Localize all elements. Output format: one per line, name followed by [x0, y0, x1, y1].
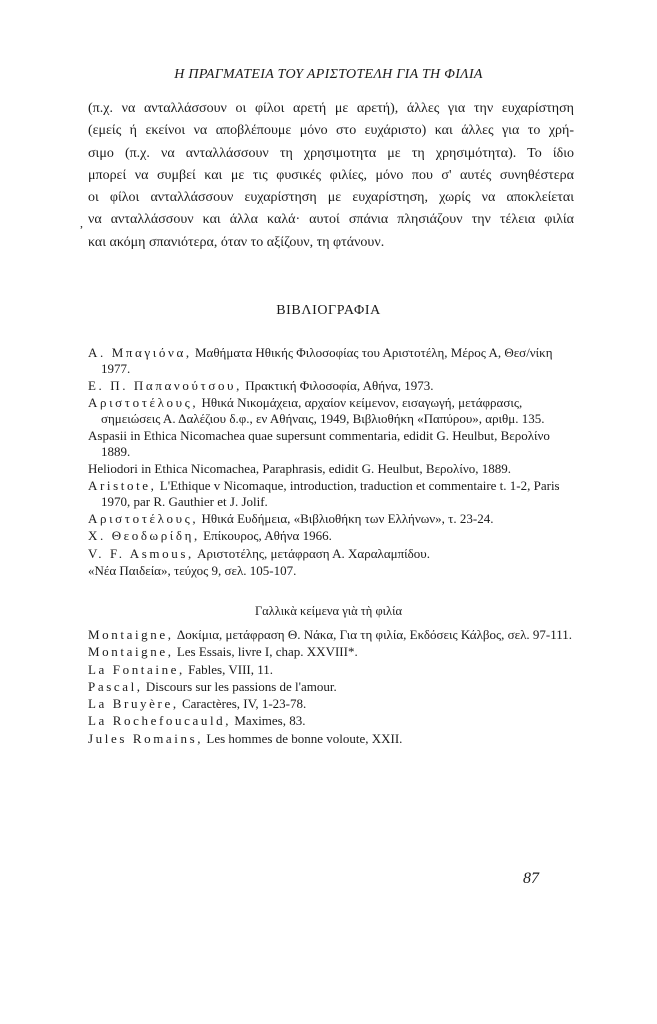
entry-author: Montaigne, — [88, 644, 174, 660]
bibliography-entry — [88, 478, 578, 509]
bibliography-entry — [88, 627, 578, 643]
entry-text: Les Essais, livre I, chap. XXVIII*. — [176, 644, 358, 660]
entry-text: L'Ethique v Nicomaque, introduction, traduction et commentaire t. 1-2, Paris 1970, par R. Gauthier et J. Jolif. — [101, 478, 560, 509]
bibliography-entry — [88, 679, 578, 695]
paragraph-line: μπορεί να συμβεί και με τις φυσικές φιλίες, μόνο που σ' αυτές συνηθέστερα — [88, 167, 574, 183]
entry-text: Caractères, IV, 1-23-78. — [181, 696, 307, 712]
entry-text: Aspasii in Ethica Nicomachea quae supersunt commentaria, edidit G. Heulbut, Βερολίνο 1889. — [88, 428, 550, 459]
entry-text: Πρακτική Φιλοσοφία, Αθήνα, 1973. — [245, 377, 434, 393]
entry-text: Fables, VIII, 11. — [188, 661, 274, 677]
entry-author: Αριστοτέλους, — [88, 395, 199, 411]
entry-author: V. F. Asmous, — [88, 545, 194, 561]
paragraph-line: και ακόμη σπανιότερα, όταν το αξίζουν, τη φτάνουν. — [88, 234, 385, 250]
entry-text: «Νέα Παιδεία», τεύχος 9, σελ. 105-107. — [88, 562, 297, 578]
paragraph-line: οι φίλοι ανταλλάσσουν ευχαρίστηση με ευχαρίστηση, χωρίς να αποκλείεται — [88, 190, 574, 206]
bibliography-entry — [88, 662, 578, 678]
entry-author: Χ. Θεοδωρίδη, — [88, 528, 200, 544]
french-texts-list — [88, 627, 578, 748]
bibliography-entry — [88, 461, 578, 477]
entry-text: Δοκίμια, μετάφραση Θ. Νάκα, Για τη φιλία, Εκδόσεις Κάλβος, σελ. 97-111. — [176, 627, 573, 642]
entry-author: La Rochefoucauld, — [88, 713, 232, 729]
entry-text: Discours sur les passions de l'amour. — [145, 678, 337, 694]
bibliography-entry — [88, 395, 578, 426]
entry-text: Μαθήματα Ηθικής Φιλοσοφίας του Αριστοτέλη, Μέρος Α, Θεσ/νίκη 1977. — [101, 345, 553, 376]
entry-author: Ε. Π. Παπανούτσου, — [88, 377, 242, 393]
bibliography-entry — [88, 528, 578, 544]
bibliography-entry — [88, 563, 578, 579]
paragraph-line: (εμείς ή εκείνοι να αποβλέπουμε μόνο στο ευχάριστο) και άλλες για το χρή- — [88, 123, 574, 139]
paragraph-line: σιμο (π.χ. να ανταλλάσσουν τη χρησιμοτητα με τη χρησιμότητα). Το ίδιο — [88, 145, 574, 161]
bibliography-entry — [88, 428, 578, 459]
entry-text: Ηθικά Ευδήμεια, «Βιβλιοθήκη των Ελλήνων», τ. 23-24. — [201, 511, 494, 527]
entry-text: Αριστοτέλης, μετάφραση Α. Χαραλαμπίδου. — [197, 545, 430, 561]
entry-author: Aristote, — [88, 478, 157, 494]
body-paragraph — [88, 98, 574, 254]
bibliography-entry — [88, 696, 578, 712]
bibliography-entry — [88, 345, 578, 376]
entry-text: Les hommes de bonne voloute, XXII. — [206, 730, 403, 746]
entry-author: Pascal, — [88, 678, 143, 694]
paragraph-line: να ανταλλάσσουν και άλλα καλά· αυτοί σπάνια πλησιάζουν την τέλεια φιλία — [88, 212, 574, 228]
bibliography-title: ΒΙΒΛΙΟΓΡΑΦΙΑ — [276, 303, 381, 318]
bibliography-entry — [88, 731, 578, 747]
entry-text: Maximes, 83. — [234, 713, 306, 729]
entry-author: Jules Romains, — [88, 730, 204, 746]
bibliography-entry — [88, 644, 578, 660]
entry-author: Αριστοτέλους, — [88, 511, 199, 527]
entry-author: Α. Μπαγιόνα, — [88, 345, 192, 360]
bibliography-entry — [88, 378, 578, 394]
french-texts-subheading: Γαλλικὰ κείμενα γιὰ τὴ φιλία — [254, 604, 403, 618]
entry-author: La Fontaine, — [88, 661, 185, 677]
bibliography-entry — [88, 713, 578, 729]
running-head: Η ΠΡΑΓΜΑΤΕΙΑ ΤΟΥ ΑΡΙΣΤΟΤΕΛΗ ΓΙΑ ΤΗ ΦΙΛΙΑ — [174, 67, 483, 82]
bibliography-entry — [88, 546, 578, 562]
entry-text: Ηθικά Νικομάχεια, αρχαίον κείμενον, εισαγωγή, μετάφρασις, σημειώσεις Α. Δαλέζιου δ.φ., εν Αθήναις, 1949, Βιβλιοθήκη «Παπύρου», αριθμ. 135. — [101, 395, 545, 426]
paragraph-line: (π.χ. να ανταλλάσσουν οι φίλοι αρετή με αρετή), άλλες για την ευχαρίστηση — [88, 101, 574, 116]
margin-mark: , — [80, 216, 83, 230]
page-number: 87 — [523, 870, 539, 887]
entry-author: Montaigne, — [88, 627, 174, 642]
bibliography-entry — [88, 511, 578, 527]
bibliography-list — [88, 345, 578, 580]
entry-text: Heliodori in Ethica Nicomachea, Paraphrasis, edidit G. Heulbut, Βερολίνο, 1889. — [88, 460, 511, 476]
entry-text: Επίκουρος, Αθήνα 1966. — [203, 528, 332, 544]
entry-author: La Bruyère, — [88, 696, 179, 712]
